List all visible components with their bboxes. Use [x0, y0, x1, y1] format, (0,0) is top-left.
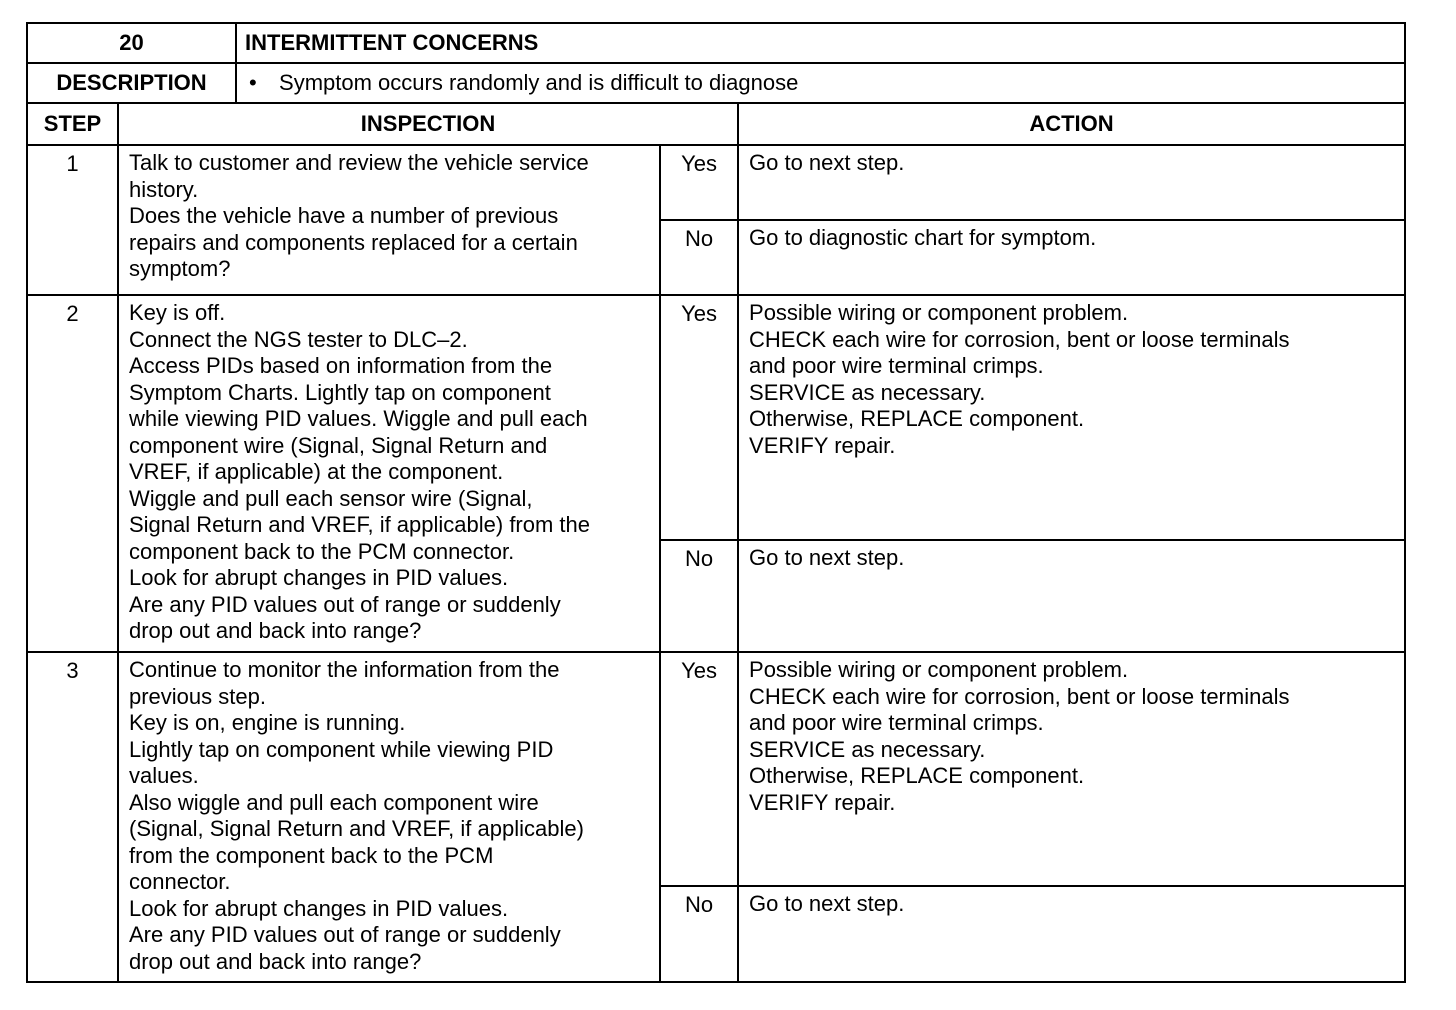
inspection-line: drop out and back into range? [129, 948, 422, 974]
action-line: VERIFY repair. [749, 789, 896, 815]
inspection-line: history. [129, 176, 199, 202]
chart-number: 20 [27, 23, 236, 63]
inspection-line: symptom? [129, 256, 231, 281]
column-header-action: ACTION [738, 103, 1405, 145]
inspection-line: Look for abrupt changes in PID values. [129, 565, 509, 590]
inspection-line: repairs and components replaced for a certain [129, 229, 578, 255]
description-text: Symptom occurs randomly and is difficult to diagnose [279, 69, 799, 95]
action-line: and poor wire terminal crimps. [749, 353, 1044, 378]
diagnostic-chart [26, 22, 1404, 983]
inspection-line: Also wiggle and pull each component wire [129, 789, 539, 815]
inspection-line: Access PIDs based on information from the [129, 353, 553, 378]
inspection-line: Wiggle and pull each sensor wire (Signal, [129, 485, 533, 511]
action-line: and poor wire terminal crimps. [749, 710, 1044, 735]
inspection-line: (Signal, Signal Return and VREF, if applicable) [129, 816, 584, 841]
description-label: DESCRIPTION [27, 63, 236, 103]
action-line: SERVICE as necessary. [749, 736, 986, 762]
description-cell [236, 63, 1405, 103]
inspection-line: Continue to monitor the information from the [129, 657, 560, 682]
inspection-line: from the component back to the PCM [129, 842, 494, 868]
no-action [738, 220, 1405, 295]
step-number: 2 [27, 295, 118, 652]
inspection-line: Talk to customer and review the vehicle service [129, 150, 589, 175]
column-header-step: STEP [27, 103, 118, 145]
inspection-line: Look for abrupt changes in PID values. [129, 895, 509, 921]
inspection-line: component back to the PCM connector. [129, 538, 515, 564]
inspection-line: Does the vehicle have a number of previous [129, 203, 559, 228]
yes-label: Yes [660, 295, 738, 540]
action-line: SERVICE as necessary. [749, 379, 986, 405]
step-number: 1 [27, 145, 118, 295]
action-line: Go to diagnostic chart for symptom. [749, 225, 1097, 250]
action-line: Otherwise, REPLACE component. [749, 406, 1085, 431]
no-label: No [660, 540, 738, 652]
inspection-cell [118, 295, 660, 652]
title-row [27, 23, 1405, 63]
table-row [27, 295, 1405, 540]
column-header-inspection: INSPECTION [118, 103, 738, 145]
chart-title: INTERMITTENT CONCERNS [236, 23, 1405, 63]
action-line: Possible wiring or component problem. [749, 657, 1129, 682]
inspection-line: Lightly tap on component while viewing PID [129, 736, 554, 762]
inspection-line: drop out and back into range? [129, 618, 422, 643]
step-number: 3 [27, 652, 118, 982]
yes-label: Yes [660, 652, 738, 886]
inspection-line: Symptom Charts. Lightly tap on component [129, 379, 551, 405]
inspection-line: Key is off. [129, 300, 226, 325]
action-line: CHECK each wire for corrosion, bent or loose terminals [749, 326, 1290, 352]
table-row [27, 652, 1405, 886]
inspection-cell [118, 652, 660, 982]
table-row [27, 145, 1405, 220]
inspection-line: previous step. [129, 683, 266, 709]
inspection-line: Key is on, engine is running. [129, 710, 406, 735]
action-line: Go to next step. [749, 150, 905, 175]
action-line: VERIFY repair. [749, 432, 896, 458]
action-line: Go to next step. [749, 545, 905, 570]
yes-action [738, 145, 1405, 220]
description-row [27, 63, 1405, 103]
bullet-icon: • [249, 69, 257, 95]
inspection-line: component wire (Signal, Signal Return and [129, 432, 548, 458]
diagnostic-table [26, 22, 1406, 983]
inspection-line: Are any PID values out of range or suddenly [129, 922, 561, 947]
inspection-line: Signal Return and VREF, if applicable) from the [129, 512, 591, 537]
inspection-line: while viewing PID values. Wiggle and pull each [129, 406, 588, 431]
inspection-line: values. [129, 763, 199, 788]
yes-action [738, 295, 1405, 540]
column-header-row [27, 103, 1405, 145]
no-action [738, 886, 1405, 982]
no-action [738, 540, 1405, 652]
no-label: No [660, 220, 738, 295]
inspection-line: Connect the NGS tester to DLC–2. [129, 326, 468, 352]
yes-label: Yes [660, 145, 738, 220]
no-label: No [660, 886, 738, 982]
action-line: Go to next step. [749, 890, 905, 916]
yes-action [738, 652, 1405, 886]
inspection-line: connector. [129, 869, 231, 894]
inspection-line: VREF, if applicable) at the component. [129, 459, 504, 484]
action-line: Otherwise, REPLACE component. [749, 763, 1085, 788]
action-line: CHECK each wire for corrosion, bent or loose terminals [749, 683, 1290, 709]
inspection-cell [118, 145, 660, 295]
inspection-line: Are any PID values out of range or suddenly [129, 591, 561, 617]
action-line: Possible wiring or component problem. [749, 300, 1129, 325]
